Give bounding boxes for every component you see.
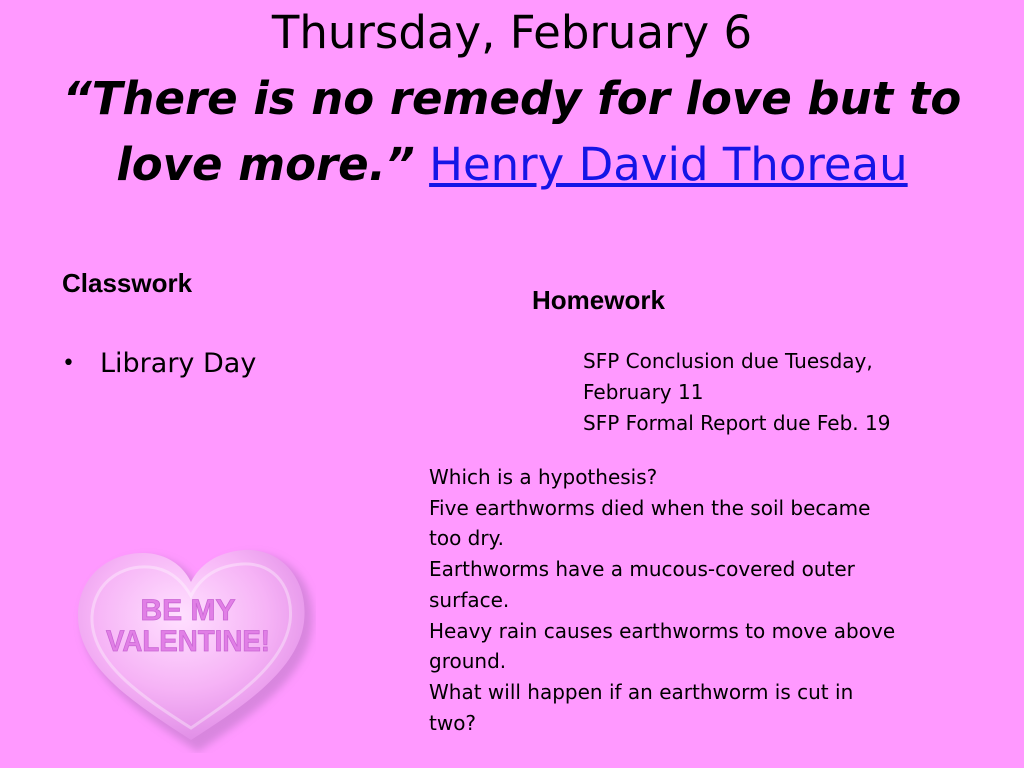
homework-line: SFP Conclusion due Tuesday, [583, 349, 873, 373]
question-line: ground. [429, 649, 507, 674]
slide-title [60, 0, 964, 198]
title-date: Thursday, February 6 [271, 6, 753, 59]
homework-line: SFP Formal Report due Feb. 19 [583, 411, 891, 435]
question-line: Which is a hypothesis? [429, 465, 658, 489]
classwork-heading: Classwork [62, 268, 193, 298]
quote-line-2-row [60, 132, 964, 198]
author-link[interactable]: Henry David Thoreau [429, 138, 908, 191]
question-line: two? [429, 710, 477, 735]
quote-line-2: love more.” [116, 138, 415, 191]
classwork-item [62, 348, 256, 379]
classwork-item-label: Library Day [100, 348, 257, 379]
classwork-list [62, 348, 256, 379]
hypothesis-question [429, 462, 929, 738]
bullet-icon: • [62, 351, 75, 376]
heart-text-line-2: VALENTINE! [106, 625, 270, 658]
valentine-heart-image [66, 538, 316, 753]
question-line: Five earthworms died when the soil became [429, 495, 871, 520]
question-line: Heavy rain causes earthworms to move above [429, 618, 896, 643]
question-line: What will happen if an earthworm is cut in [429, 679, 854, 704]
homework-text [583, 346, 943, 439]
quote-line-1: “There is no remedy for love but to [62, 72, 962, 125]
question-line: too dry. [429, 526, 504, 551]
homework-line: February 11 [583, 380, 704, 404]
heart-icon [66, 538, 316, 753]
question-line: surface. [429, 587, 510, 612]
question-line: Earthworms have a mucous-covered outer [429, 557, 855, 582]
homework-heading: Homework [532, 285, 665, 315]
heart-text-line-1: BE MY [140, 594, 236, 627]
